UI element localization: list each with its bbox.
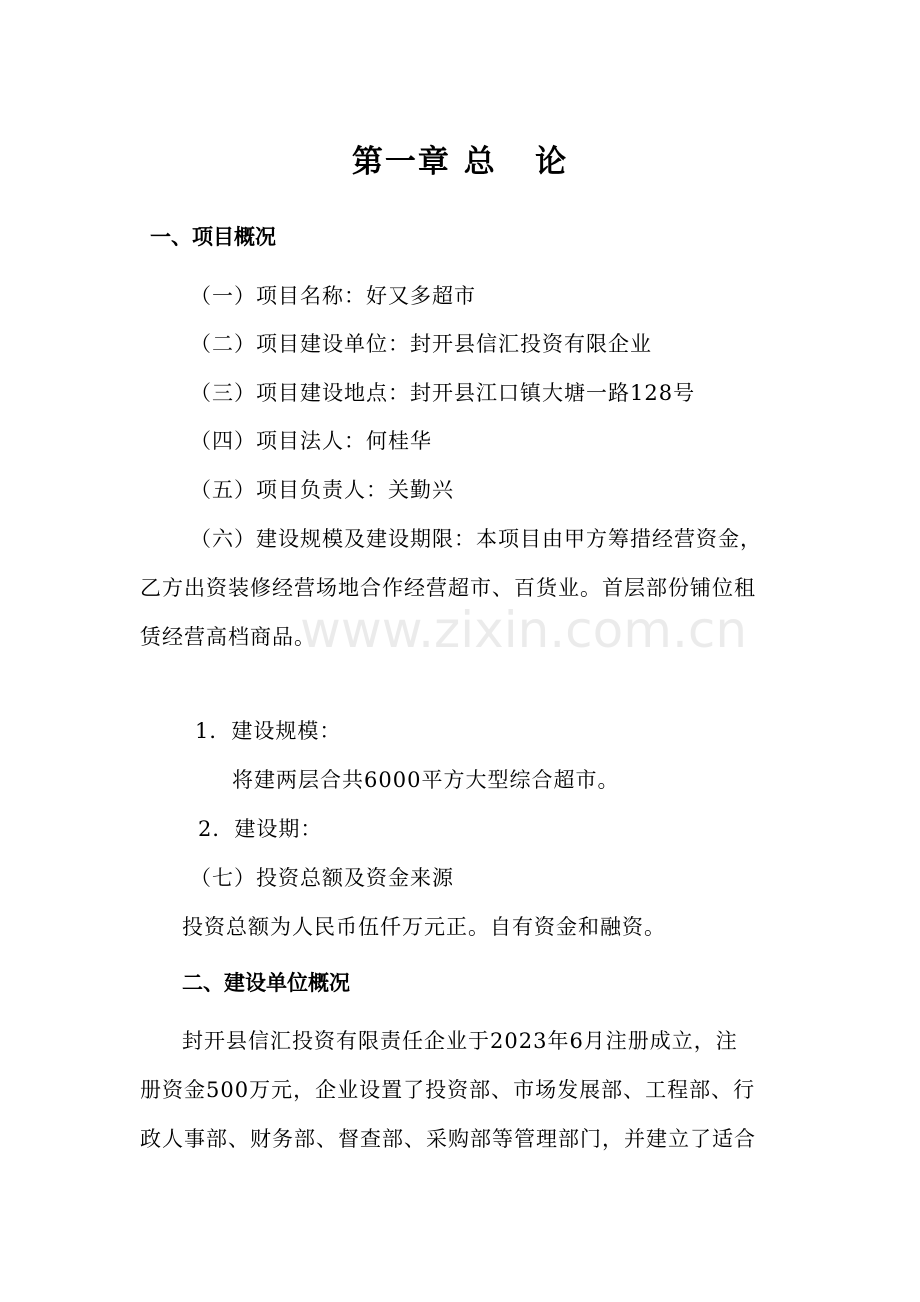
item-scale-period-line1: （六）建设规模及建设期限：本项目由甲方筹措经营资金， [190, 527, 762, 551]
item-legal-person: （四）项目法人：何桂华 [190, 429, 432, 453]
item-construction-site: （三）项目建设地点：封开县江口镇大塘一路128号 [190, 381, 696, 405]
unit-paragraph-line3: 政人事部、财务部、督查部、采购部等管理部门，并建立了适合 [140, 1127, 756, 1151]
item-construction-unit: （二）项目建设单位：封开县信汇投资有限企业 [190, 332, 652, 356]
section-heading-overview: 一、项目概况 [150, 225, 276, 249]
item-project-name: （一）项目名称：好又多超市 [190, 284, 476, 308]
item-project-leader: （五）项目负责人：关勤兴 [190, 478, 454, 502]
scale-label: 1．建设规模： [195, 719, 342, 743]
scale-text: 将建两层合共6000平方大型综合超市。 [232, 768, 620, 792]
unit-paragraph-line2: 册资金500万元，企业设置了投资部、市场发展部、工程部、行 [140, 1078, 756, 1102]
watermark: www.zixin.com.cn [300, 601, 748, 659]
item-scale-period-line2: 乙方出资装修经营场地合作经营超市、百货业。首层部份铺位租 [140, 576, 756, 600]
period-label: 2．建设期： [198, 817, 323, 841]
chapter-title: 第一章 总 论 [351, 144, 569, 180]
item-investment: （七）投资总额及资金来源 [190, 866, 454, 890]
section-heading-unit-overview: 二、建设单位概况 [182, 971, 350, 995]
item-scale-period-line3: 赁经营高档商品。 [140, 625, 316, 649]
unit-paragraph-line1: 封开县信汇投资有限责任企业于2023年6月注册成立，注 [182, 1029, 738, 1053]
investment-text: 投资总额为人民币伍仟万元正。自有资金和融资。 [182, 915, 666, 939]
